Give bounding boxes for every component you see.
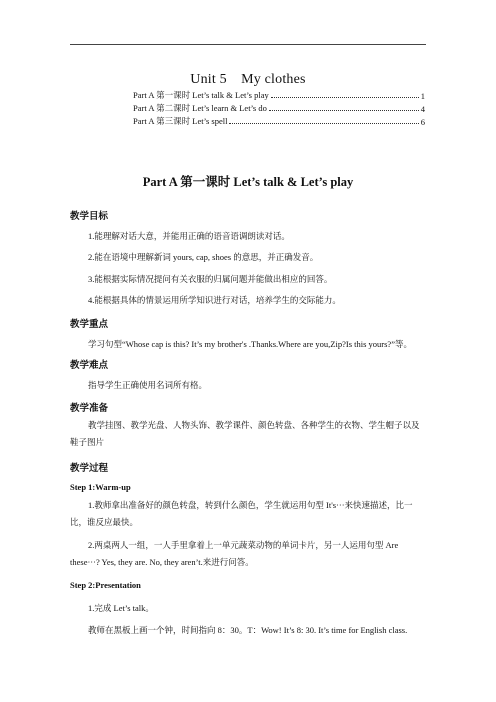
toc-entry[interactable] xyxy=(133,88,425,101)
step1-item: 2.两桌两人一组，一人手里拿着上一单元蔬菜动物的单词卡片，另一人运用句型 Are these···? Yes, they are. No, they aren’t.来进行问答。 xyxy=(70,540,399,567)
goal-item: 3.能根据实际情况提问有关衣服的归属问题并能做出相应的回答。 xyxy=(88,274,333,284)
unit-title: Unit 5 My clothes xyxy=(190,72,306,87)
toc-page-number: 6 xyxy=(420,117,425,127)
toc-page-number: 4 xyxy=(420,104,425,114)
preparation-heading: 教学准备 xyxy=(70,404,109,414)
toc-leader xyxy=(229,123,418,124)
table-of-contents xyxy=(133,88,425,127)
lesson-title: Part A 第一课时 Let’s talk & Let’s play xyxy=(142,175,354,189)
goal-item: 2.能在语境中理解新词 yours, cap, shoes 的意思，并正确发音。 xyxy=(88,252,319,262)
goal-item: 1.能理解对话大意，并能用正确的语音语调朗读对话。 xyxy=(88,231,290,241)
toc-page-number: 1 xyxy=(420,91,425,101)
toc-entry[interactable] xyxy=(133,114,425,127)
toc-entry-text: Part A 第三课时 Let’s spell xyxy=(133,116,228,126)
toc-entry-text: Part A 第二课时 Let’s learn & Let’s do xyxy=(133,103,267,113)
toc-leader xyxy=(271,97,419,98)
key-points-text: 学习句型“Whose cap is this? It’s my brother's .Thanks.Where are you,Zip?Is this yours?”等。 xyxy=(88,339,412,349)
step2-heading: Step 2:Presentation xyxy=(70,580,141,590)
toc-leader xyxy=(269,110,419,111)
key-points-heading: 教学重点 xyxy=(70,320,109,330)
preparation-text: 教学挂图、教学光盘、人物头饰、教学课件、颜色转盘、各种学生的衣物、学生帽子以及鞋子图片 xyxy=(70,420,420,447)
toc-entry[interactable] xyxy=(133,101,425,114)
step2-item: 1.完成 Let’s talk。 xyxy=(88,603,154,613)
difficult-points-heading: 教学难点 xyxy=(70,361,109,371)
goals-heading: 教学目标 xyxy=(70,212,109,222)
toc-entry-text: Part A 第一课时 Let’s talk & Let’s play xyxy=(133,90,269,100)
difficult-points-text: 指导学生正确使用名词所有格。 xyxy=(88,380,208,390)
process-heading: 教学过程 xyxy=(70,464,109,474)
step1-item: 1.教师拿出准备好的颜色转盘，转到什么颜色，学生就运用句型 It's···来快速描述，比一比，谁反应最快。 xyxy=(70,500,413,527)
step1-heading: Step 1:Warm-up xyxy=(70,482,131,492)
header-rule xyxy=(70,44,426,45)
goal-item: 4.能根据具体的情景运用所学知识进行对话，培养学生的交际能力。 xyxy=(88,295,341,305)
step2-item: 教师在黑板上画一个钟，时间指向 8：30。T：Wow! It’s 8: 30. It’s time for English class. xyxy=(88,625,408,635)
